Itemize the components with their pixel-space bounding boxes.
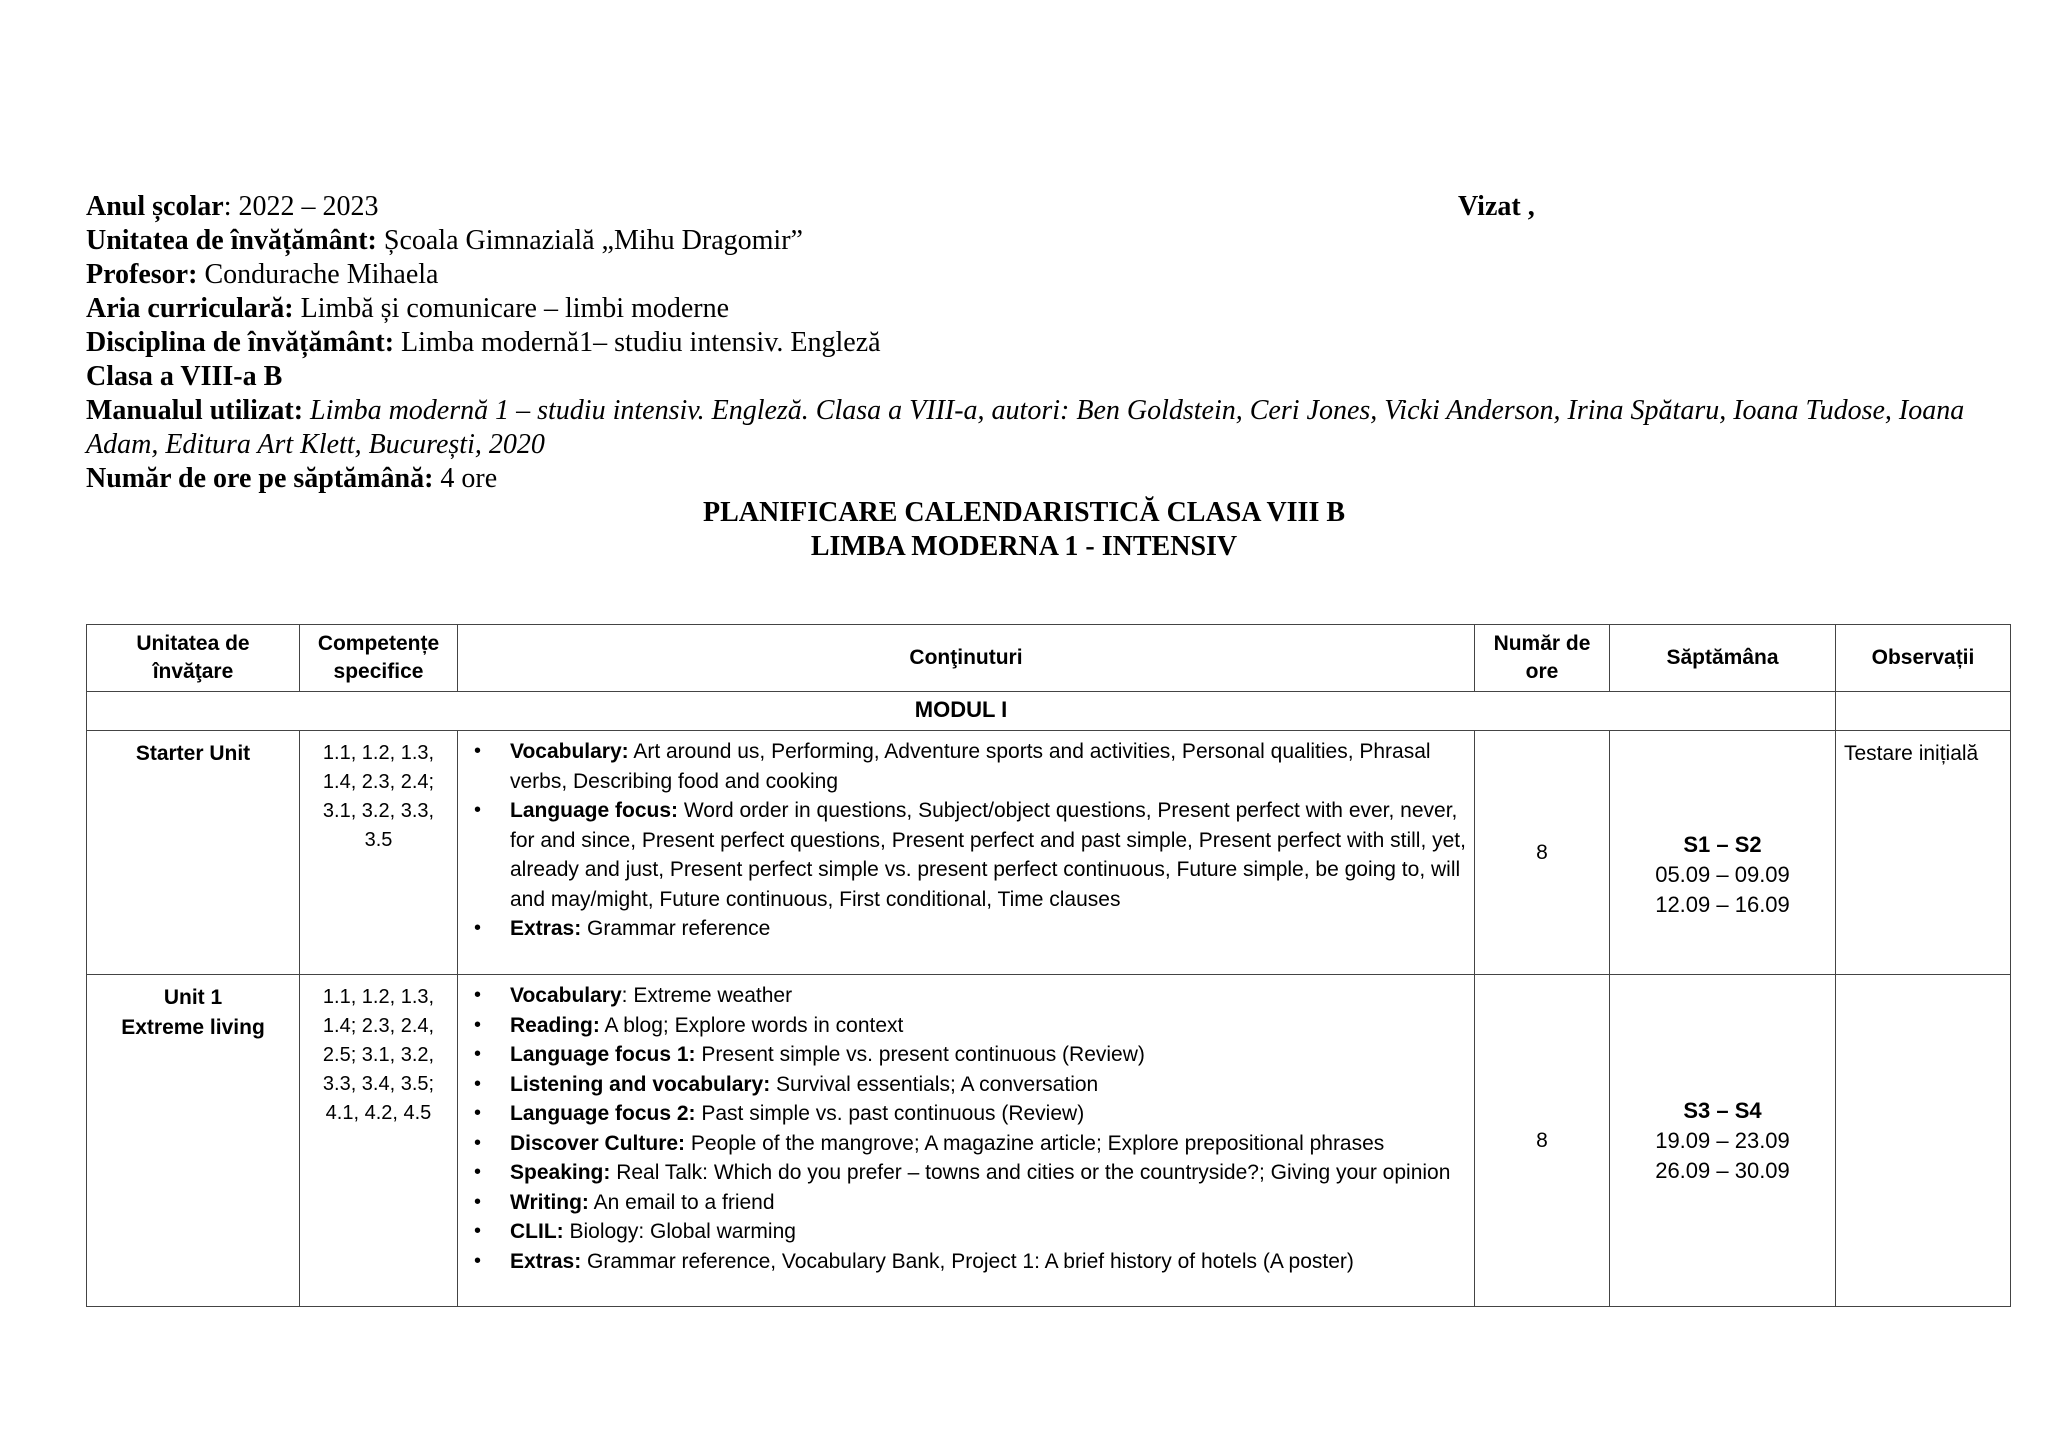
header-observations: Observații — [1836, 625, 2011, 692]
hours-cell: 8 — [1475, 731, 1610, 975]
class-line: Clasa a VIII-a B — [86, 361, 283, 392]
curricular-area-line: Aria curriculară: Limbă și comunicare – limbi moderne — [86, 293, 730, 324]
list-item: • Vocabulary: Art around us, Performing, Adventure sports and activities, Personal qualities, Phrasal verbs, Describing food and cooking — [466, 737, 1466, 796]
header-contents: Conţinuturi — [458, 625, 1475, 692]
module-label: MODUL I — [87, 692, 1836, 731]
table-row — [87, 975, 2011, 1307]
week-cell — [1610, 975, 1836, 1307]
list-item: • Reading: A blog; Explore words in context — [466, 1011, 1466, 1041]
unit-name: Starter Unit — [135, 742, 251, 765]
list-item: • Writing: An email to a friend — [466, 1188, 1466, 1218]
week-dates: 26.09 – 30.09 — [1655, 1157, 1790, 1183]
list-item: • Discover Culture: People of the mangrove; A magazine article; Explore prepositional phrases — [466, 1129, 1466, 1159]
list-item: • Speaking: Real Talk: Which do you prefer – towns and cities or the countryside?; Giving your opinion — [466, 1158, 1466, 1188]
list-item: • CLIL: Biology: Global warming — [466, 1217, 1466, 1247]
competences-text: 1.1, 1.2, 1.3, 1.4, 2.3, 2.4; 3.1, 3.2, 3.3, 3.5 — [322, 742, 435, 851]
school-year-line: Anul școlar: 2022 – 2023 — [86, 191, 379, 222]
teacher-line: Profesor: Condurache Mihaela — [86, 259, 439, 290]
contents-cell — [458, 731, 1475, 975]
competences-text: 1.1, 1.2, 1.3, 1.4; 2.3, 2.4, 2.5; 3.1, 3.2, 3.3, 3.4, 3.5; 4.1, 4.2, 4.5 — [322, 986, 435, 1124]
table-row — [87, 731, 2011, 975]
unit-cell — [87, 975, 300, 1307]
document-header — [86, 190, 1986, 496]
manual-line: Manualul utilizat: Limba modernă 1 – studiu intensiv. Engleză. Clasa a VIII-a, autori: Ben Goldstein, Ceri Jones, Vicki Anderson, Irina Spătaru, Ioana Tudose, Ioana Adam, Editura Art Klett, București, 2020 — [86, 395, 1965, 460]
list-item: • Extras: Grammar reference — [466, 914, 1466, 944]
document-title: PLANIFICARE CALENDARISTICĂ CLASA VIII B — [702, 497, 1346, 528]
list-item: • Listening and vocabulary: Survival essentials; A conversation — [466, 1070, 1466, 1100]
week-range: S1 – S2 — [1683, 831, 1762, 857]
week-dates: 12.09 – 16.09 — [1655, 891, 1790, 917]
header-week: Săptămâna — [1610, 625, 1836, 692]
list-item: • Language focus 2: Past simple vs. past continuous (Review) — [466, 1099, 1466, 1129]
discipline-line: Disciplina de învățământ: Limba modernă1– studiu intensiv. Engleză — [86, 327, 881, 358]
unit-title: Extreme living — [121, 1016, 265, 1039]
contents-list — [466, 981, 1466, 1276]
unit-name: Unit 1 — [163, 986, 223, 1009]
module-row-empty-cell — [1836, 692, 2011, 731]
list-item: • Language focus: Word order in questions, Subject/object questions, Present perfect with ever, never, for and since, Present perfect questions, Present perfect and past simple, Present perfect with still, yet, already and just, Present perfect simple vs. present perfect continuous, Future simple, be going to, will and may/might, Future continuous, First conditional, Time clauses — [466, 796, 1466, 914]
contents-cell — [458, 975, 1475, 1307]
competences-cell — [300, 731, 458, 975]
unit-cell — [87, 731, 300, 975]
list-item: • Language focus 1: Present simple vs. present continuous (Review) — [466, 1040, 1466, 1070]
school-line: Unitatea de învățământ: Școala Gimnazială „Mihu Dragomir” — [86, 225, 803, 256]
week-dates: 05.09 – 09.09 — [1655, 861, 1790, 887]
document-subtitle: LIMBA MODERNA 1 - INTENSIV — [810, 531, 1238, 562]
table-header-row — [87, 625, 2011, 692]
hours-per-week-line: Număr de ore pe săptămână: 4 ore — [86, 463, 498, 494]
week-range: S3 – S4 — [1683, 1097, 1762, 1123]
week-dates: 19.09 – 23.09 — [1655, 1127, 1790, 1153]
list-item: • Extras: Grammar reference, Vocabulary Bank, Project 1: A brief history of hotels (A poster) — [466, 1247, 1466, 1277]
header-unit: Unitatea de învăţare — [87, 625, 300, 692]
module-row — [87, 692, 2011, 731]
approval-label: Vizat , — [1458, 191, 1535, 222]
observations-cell — [1836, 975, 2011, 1307]
header-competences: Competențe specifice — [300, 625, 458, 692]
hours-cell: 8 — [1475, 975, 1610, 1307]
observations-cell: Testare inițială — [1836, 731, 2011, 975]
planning-table — [86, 624, 2011, 1307]
week-cell — [1610, 731, 1836, 975]
contents-list — [466, 737, 1466, 944]
header-hours: Număr de ore — [1475, 625, 1610, 692]
list-item: • Vocabulary: Extreme weather — [466, 981, 1466, 1011]
competences-cell — [300, 975, 458, 1307]
